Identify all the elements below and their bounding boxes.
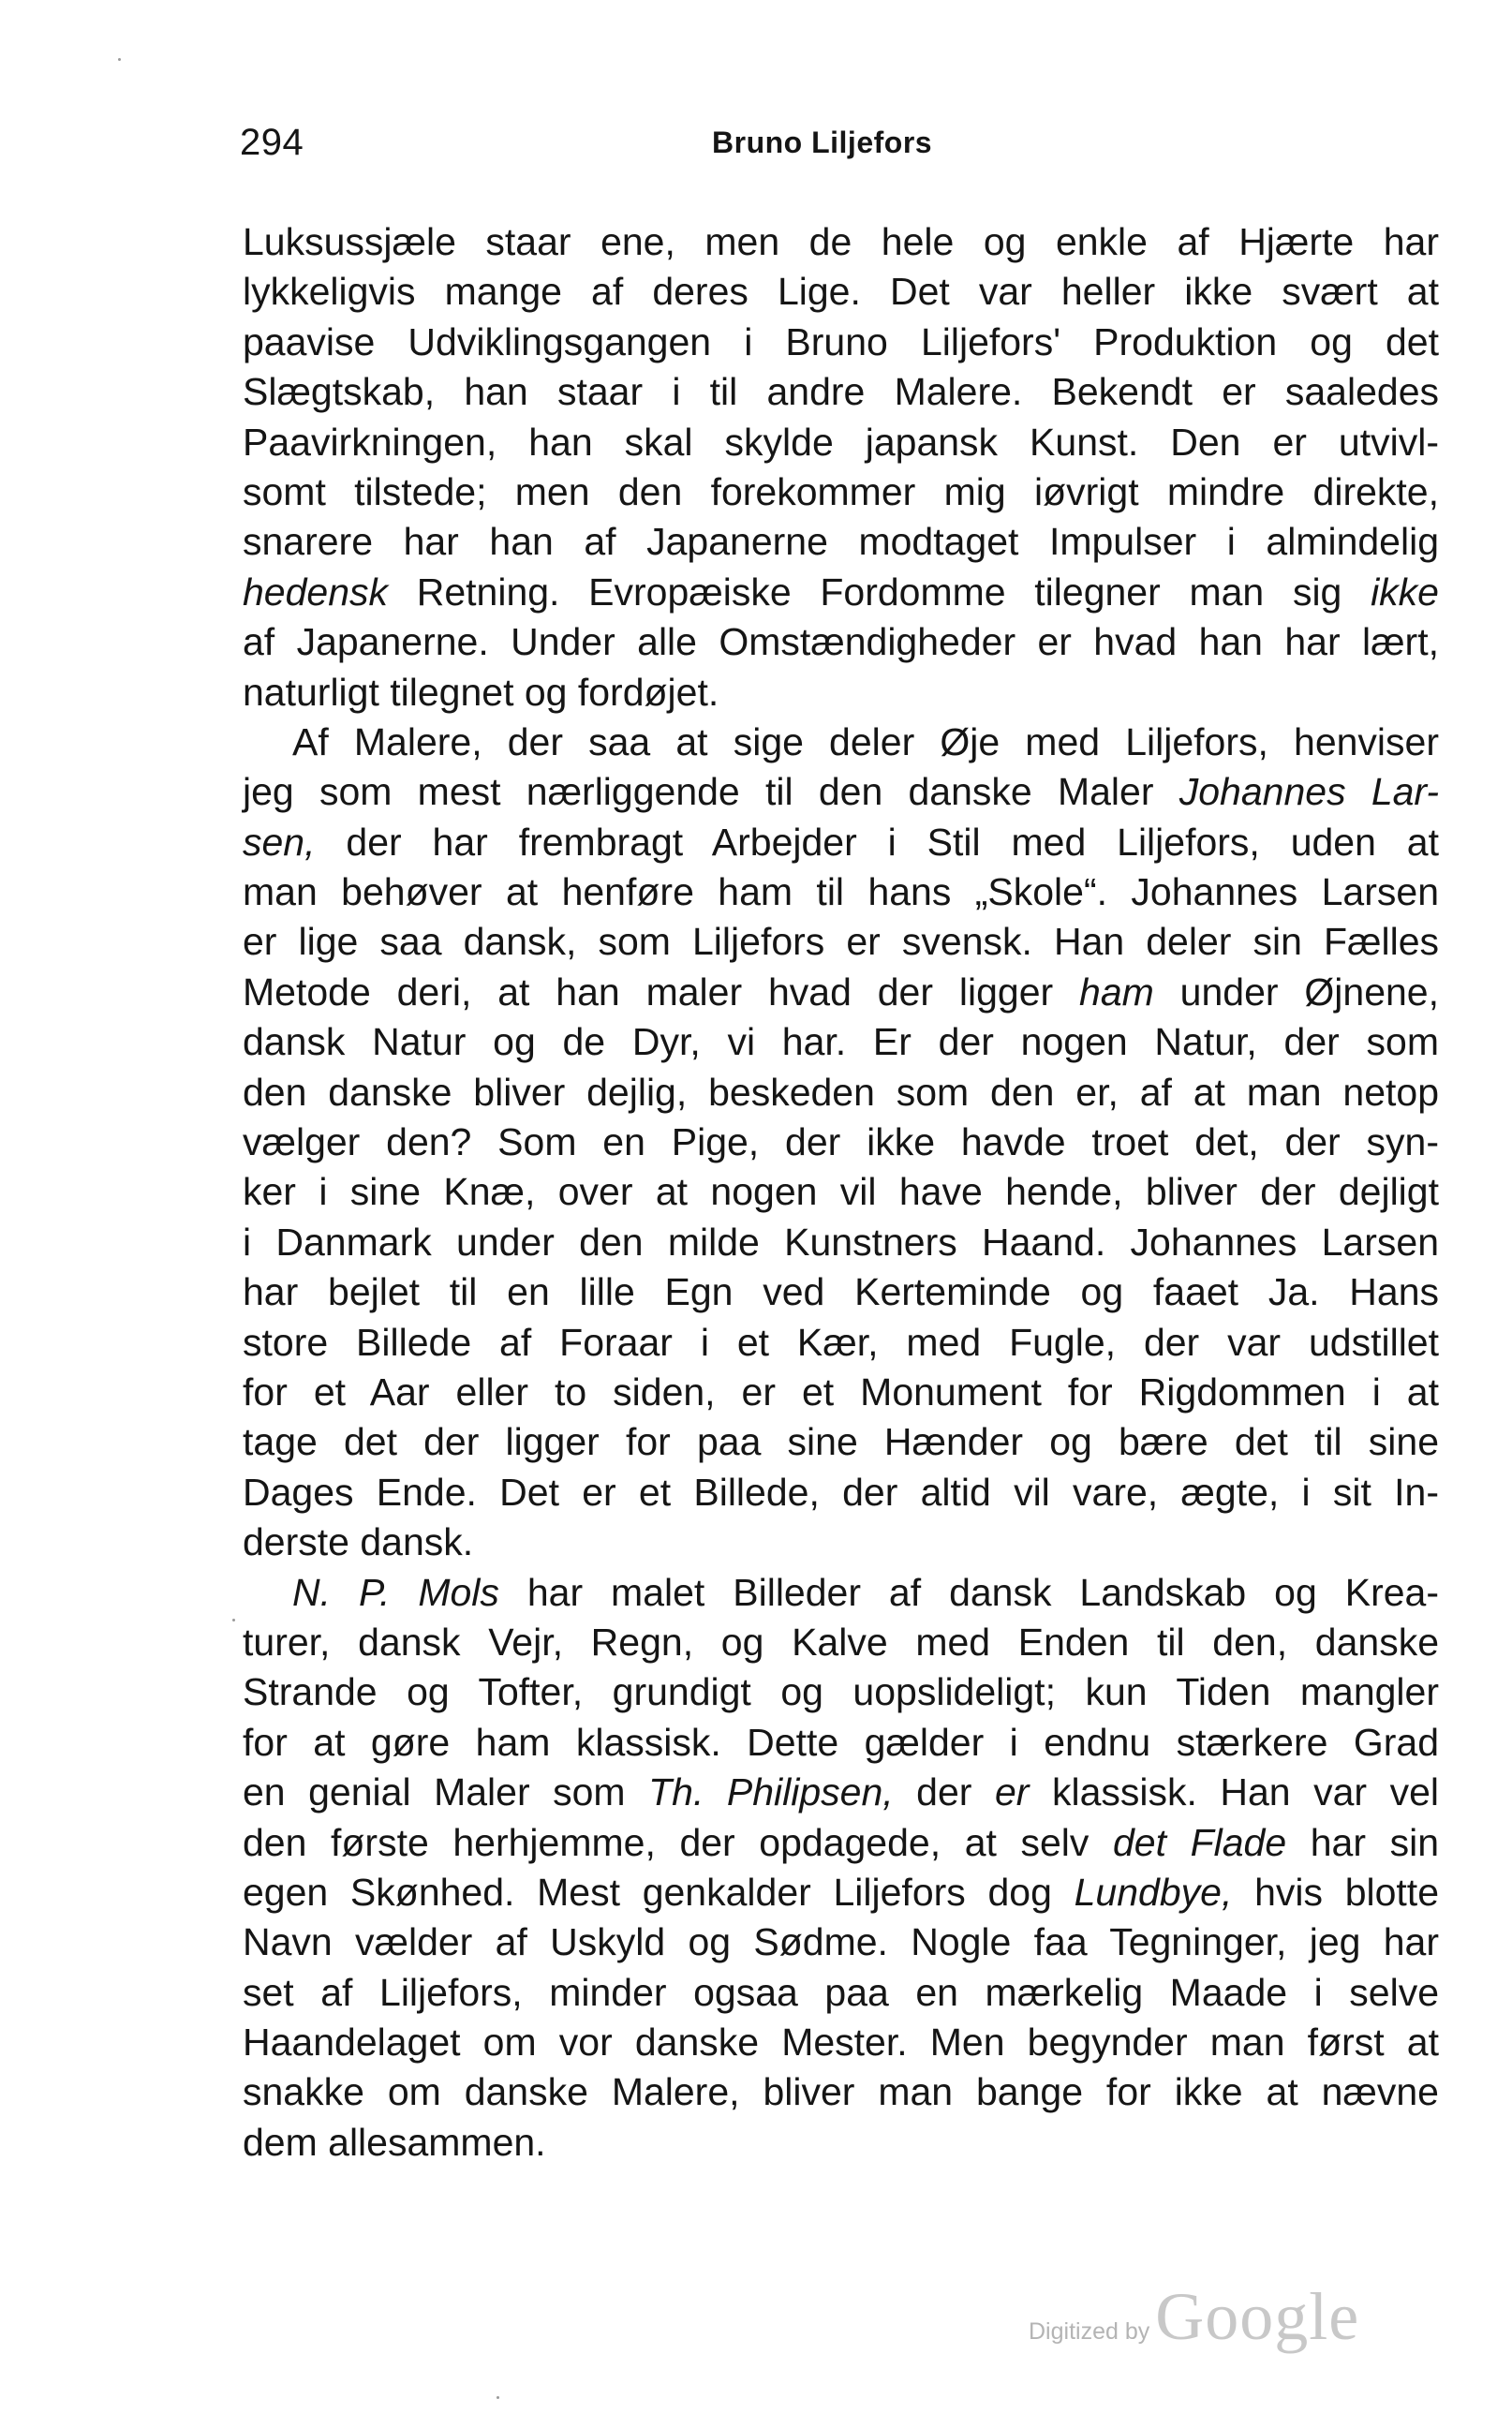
text-run: i Danmark under den milde Kunstners Haand. Johannes Larsen xyxy=(243,1220,1439,1264)
text-line xyxy=(243,2018,1439,2067)
italic-text: det Flade xyxy=(1112,1820,1287,1864)
text-line xyxy=(243,1318,1439,1368)
text-run: der har frembragt Arbejder i Stil med Liljefors, uden at xyxy=(315,820,1439,864)
text-line xyxy=(243,917,1439,967)
text-line xyxy=(243,617,1439,667)
text-run: Haandelaget om vor danske Mester. Men begynder man først at xyxy=(243,2021,1439,2065)
text-run: naturligt tilegnet og fordøjet. xyxy=(243,670,719,714)
text-run: tage det der ligger for paa sine Hænder og bære det til sine xyxy=(243,1420,1439,1464)
text-run: Luksussjæle staar ene, men de hele og enkle af Hjærte har xyxy=(243,220,1439,263)
italic-text: Th. Philipsen, xyxy=(648,1770,894,1814)
digitization-watermark xyxy=(1029,2278,1359,2353)
text-run: turer, dansk Vejr, Regn, og Kalve med Enden til den, danske xyxy=(243,1620,1439,1664)
text-line xyxy=(243,1868,1439,1917)
italic-text: er xyxy=(994,1770,1030,1814)
scan-speck xyxy=(118,58,121,61)
text-run: Navn vælder af Uskyld og Sødme. Nogle faa Tegninger, jeg har xyxy=(243,1920,1439,1964)
text-run: egen Skønhed. Mest genkalder Liljefors dog xyxy=(243,1870,1075,1914)
text-run: Metode deri, at han maler hvad der ligger xyxy=(243,970,1080,1014)
text-run: en genial Maler som xyxy=(243,1770,649,1814)
text-run: den danske bliver dejlig, beskeden som den er, af at man netop xyxy=(243,1070,1439,1114)
text-run: store Billede af Foraar i et Kær, med Fugle, der var udstillet xyxy=(243,1320,1439,1364)
text-run: paavise Udviklingsgangen i Bruno Liljefors' Produktion og det xyxy=(243,319,1439,363)
watermark-brand: Google xyxy=(1155,2279,1360,2354)
text-run: har malet Billeder af dansk Landskab og Krea- xyxy=(498,1570,1439,1614)
text-line xyxy=(243,1818,1439,1868)
italic-text: N. P. Mols xyxy=(292,1570,499,1614)
text-line xyxy=(243,668,1439,718)
text-run: set af Liljefors, minder ogsaa paa en mærkelig Maade i selve xyxy=(243,1970,1439,2014)
italic-text: sen, xyxy=(243,820,316,864)
text-run: Dages Ende. Det er et Billede, der altid vil vare, ægte, i sit In- xyxy=(243,1470,1439,1514)
italic-text: hedensk xyxy=(243,570,389,614)
text-line xyxy=(243,1518,1439,1567)
text-run: Retning. Evropæiske Fordomme tilegner man sig xyxy=(388,570,1371,614)
text-line xyxy=(243,1417,1439,1467)
text-line xyxy=(243,968,1439,1017)
text-line xyxy=(243,867,1439,917)
text-run: Strande og Tofter, grundigt og uopslideligt; kun Tiden mangler xyxy=(243,1670,1439,1714)
text-run: derste dansk. xyxy=(243,1520,474,1564)
italic-text: Johannes Lar- xyxy=(1178,770,1439,814)
italic-text: Lundbye, xyxy=(1074,1870,1233,1914)
watermark-prefix: Digitized by xyxy=(1029,2318,1150,2345)
text-line xyxy=(243,1017,1439,1067)
text-run: har bejlet til en lille Egn ved Kerteminde og faaet Ja. Hans xyxy=(243,1270,1439,1314)
text-run: Af Malere, der saa at sige deler Øje med Liljefors, henviser xyxy=(292,719,1439,763)
text-run: for et Aar eller to siden, er et Monument for Rigdommen i at xyxy=(243,1369,1439,1414)
text-line xyxy=(243,467,1439,517)
text-run: Slægtskab, han staar i til andre Malere. Bekendt er saaledes xyxy=(243,370,1439,414)
text-run: klassisk. Han var vel xyxy=(1029,1770,1440,1814)
text-run: har sin xyxy=(1286,1820,1439,1864)
text-run: af Japanerne. Under alle Omstændigheder er hvad han har lært, xyxy=(243,620,1439,664)
text-line xyxy=(243,1968,1439,2018)
text-run: under Øjnene, xyxy=(1153,970,1439,1014)
text-line xyxy=(243,1568,1439,1618)
body-text xyxy=(243,217,1439,2168)
text-line xyxy=(243,1368,1439,1417)
text-line xyxy=(243,1218,1439,1267)
text-line xyxy=(243,1718,1439,1768)
text-line xyxy=(243,1267,1439,1317)
text-run: dansk Natur og de Dyr, vi har. Er der nogen Natur, der som xyxy=(243,1020,1439,1064)
text-run: lykkeligvis mange af deres Lige. Det var heller ikke svært at xyxy=(243,270,1439,314)
text-line xyxy=(243,1917,1439,1967)
scan-speck xyxy=(232,1619,235,1621)
text-line xyxy=(243,1167,1439,1217)
text-run: man behøver at henføre ham til hans „Skole“. Johannes Larsen xyxy=(243,870,1439,914)
text-line xyxy=(243,1068,1439,1118)
text-run: snakke om danske Malere, bliver man bange for ikke at nævne xyxy=(243,2070,1439,2114)
italic-text: ikke xyxy=(1371,570,1439,614)
text-run: dem allesammen. xyxy=(243,2120,546,2164)
text-run: ker i sine Knæ, over at nogen vil have hende, bliver der dejligt xyxy=(243,1170,1439,1214)
page-number: 294 xyxy=(240,122,304,163)
text-line xyxy=(243,318,1439,367)
scan-speck xyxy=(497,2396,499,2399)
text-line xyxy=(243,1118,1439,1167)
text-run: snarere har han af Japanerne modtaget Impulser i almindelig xyxy=(243,520,1439,564)
text-run: vælger den? Som en Pige, der ikke havde troet det, der syn- xyxy=(243,1120,1439,1164)
text-run: jeg som mest nærliggende til den danske Maler xyxy=(243,770,1179,814)
text-line xyxy=(243,1768,1439,1817)
text-run: er lige saa dansk, som Liljefors er svensk. Han deler sin Fælles xyxy=(243,920,1439,964)
text-line xyxy=(243,517,1439,567)
text-run: den første herhjemme, der opdagede, at selv xyxy=(243,1820,1113,1864)
text-line xyxy=(243,1667,1439,1717)
text-line xyxy=(243,568,1439,617)
text-line xyxy=(243,267,1439,317)
text-line xyxy=(243,767,1439,817)
text-line xyxy=(243,2067,1439,2117)
text-run: hvis blotte xyxy=(1232,1870,1439,1914)
text-run: Paavirkningen, han skal skylde japansk Kunst. Den er utvivl- xyxy=(243,420,1439,464)
text-line xyxy=(243,818,1439,867)
text-line xyxy=(243,718,1439,767)
text-line xyxy=(243,217,1439,267)
text-line xyxy=(243,1618,1439,1667)
running-title: Bruno Liljefors xyxy=(712,126,933,159)
text-run: for at gøre ham klassisk. Dette gælder i endnu stærkere Grad xyxy=(243,1720,1439,1764)
text-line xyxy=(243,367,1439,417)
text-line xyxy=(243,418,1439,467)
text-run: der xyxy=(893,1770,995,1814)
text-run: somt tilstede; men den forekommer mig iøvrigt mindre direkte, xyxy=(243,469,1439,513)
italic-text: ham xyxy=(1079,970,1154,1014)
text-line xyxy=(243,1468,1439,1518)
text-line xyxy=(243,2118,1439,2168)
